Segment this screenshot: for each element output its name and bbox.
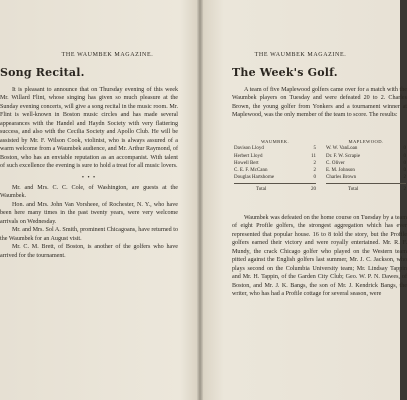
player-name: Davison Lloyd	[234, 146, 264, 152]
total-label: Total	[256, 186, 267, 192]
total-rule	[234, 183, 316, 184]
paragraph: Mr. and Mrs. Sol A. Smith, prominent Chicagoans, have returned to the Waumbek for an August visit.	[0, 227, 178, 242]
player-score: 2	[313, 160, 316, 166]
player-score: 0	[403, 160, 406, 166]
score-row	[234, 160, 316, 167]
article-title: Song Recital.	[0, 66, 85, 79]
player-name: Douglas Hartshorne	[234, 175, 275, 181]
paragraph: A team of five Maplewood golfers came over for a match with the Waumbek players on Tuesday and were defeated 20 to 2. Charles Brown, the young golfer from Yonkers and a tournament winner at Maplewood, was the only member of the team to score. The results:	[232, 87, 407, 119]
total-score: 2	[403, 186, 406, 192]
article-title: The Week's Golf.	[232, 66, 338, 79]
separator: • • •	[81, 174, 97, 181]
paragraph: Waumbek was defeated on the home course on Tuesday by a team of eight Profile golfers, the strongest aggregation which has ever represented that popular house. 16 to 8 told the story, but the Profile golfers earned their victory and were royally entertained. Mr. R. F. Mundy, the crack Chicago golfer who played on the Western team pitted against the English golfers last summer, Mr. J. C. Jackson, who plays second on the Columbia University team; Mr. Lindsay Tappin and Mr. H. Tappin, of the Garden City Club; Geo. W. P. N. Dawes, of Boston, and Mr. J. K. Bangs, the son of Mr. J. Kendrick Bangs, the writer, who has had a Profile cottage for several season, were	[232, 215, 407, 298]
player-score: 0	[403, 153, 406, 159]
column-header: WAUMBEK.	[260, 139, 290, 144]
column-header: MAPLEWOOD.	[348, 139, 384, 144]
article-body	[232, 214, 407, 299]
maplewood-column	[326, 138, 406, 193]
score-row	[234, 167, 316, 174]
score-row	[326, 160, 406, 167]
player-score: 2	[313, 168, 316, 174]
player-name: C. E. F. McCann	[234, 168, 268, 174]
waumbek-column	[234, 138, 316, 193]
paragraph: Hon. and Mrs. John Van Vorsheee, of Rochester, N. Y., who have been here many times in the past twenty years, were very welcome arrivals on Wednesday.	[0, 201, 178, 225]
score-row	[234, 145, 316, 152]
paragraph: Mr. C. M. Brett, of Boston, is another of the golfers who have arrived for the tournament.	[0, 244, 178, 259]
right-page	[201, 0, 407, 400]
score-row	[326, 145, 406, 152]
paragraph: Mr. and Mrs. C. C. Cole, of Washington, are guests at the Waumbek.	[0, 184, 178, 200]
score-row	[326, 167, 406, 174]
player-name: Dr. F. W. Scrapie	[326, 153, 361, 159]
total-label: Total	[348, 186, 359, 192]
player-score: 0	[403, 168, 406, 174]
player-name: E. M. Johnson	[326, 168, 355, 174]
player-name: Howell Bert	[234, 160, 259, 166]
player-name: Herbert Lloyd	[234, 153, 263, 159]
player-score: 0	[403, 146, 406, 152]
article-intro	[232, 86, 407, 120]
total-row	[326, 186, 406, 193]
score-row	[326, 153, 406, 160]
total-rule	[326, 183, 406, 184]
paragraph: It is pleasant to announce that on Thursday evening of this week Mr. Willard Flint, whose singing has given so much pleasure at the Sunday evening concerts, will give a song recital in the music room. Mr. Flint is well-known in Boston music circles and has made several appearances with the Handel and Haydn Society with very flattering success, and also with the Cecilia Society and Apollo Club. He will be assisted by Mr. F. Wilson Cook, violinist, who is always assured of a warm welcome from a Waumbek audience, and Mr. Arthur Raymond, of Boston, who has an enviable reputation as an accompanist. With talent of such excellence the evening is sure to hold a treat for all music lovers.	[0, 87, 178, 170]
running-head: THE WAUMBEK MAGAZINE.	[61, 52, 154, 58]
player-score: 11	[311, 153, 316, 159]
running-head: THE WAUMBEK MAGAZINE.	[254, 52, 347, 58]
player-score: 5	[313, 146, 316, 152]
score-row	[326, 174, 406, 181]
player-name: C. Oliver	[326, 160, 345, 166]
player-score: 2	[403, 175, 406, 181]
total-score: 20	[311, 186, 316, 192]
score-row	[234, 153, 316, 160]
total-row	[234, 186, 316, 193]
score-row	[234, 174, 316, 181]
article-body	[0, 86, 178, 260]
player-score: 0	[313, 175, 316, 181]
player-name: W. W. VanLoan	[326, 146, 358, 152]
player-name: Charles Brown	[326, 175, 357, 181]
left-page	[0, 0, 199, 400]
